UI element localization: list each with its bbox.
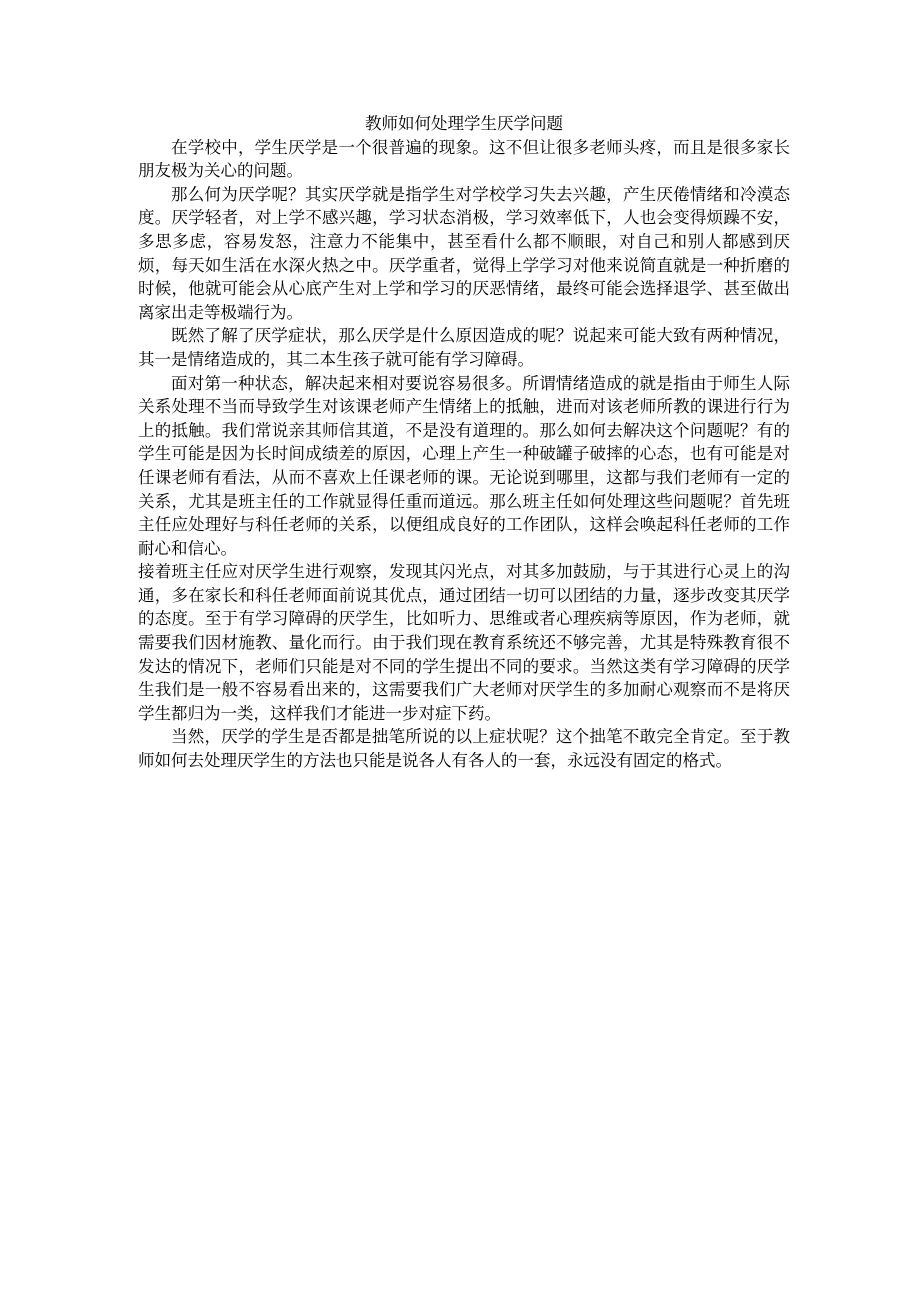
document-title: 教师如何处理学生厌学问题 bbox=[365, 114, 563, 133]
paragraph-emotional-cause: 面对第一种状态，解决起来相对要说容易很多。所谓情绪造成的就是指由于师生人际关系处理不当而导致学生对该课老师产生情绪上的抵触，进而对该老师所教的课进行行为上的抵触。我们常说亲其师信其道，不是没有道理的。那么如何去解决这个问题呢？有的学生可能是因为长时间成绩差的原因，心理上产生一种破罐子破摔的心态，也有可能是对任课老师有看法，从而不喜欢上任课老师的课。无论说到哪里，这都与我们老师有一定的关系，尤其是班主任的工作就显得任重而道远。那么班主任如何处理这些问题呢？首先班主任应处理好与科任老师的关系，以便组成良好的工作团队，这样会唤起科任老师的工作耐心和信心。 bbox=[138, 373, 790, 558]
paragraph-definition: 那么何为厌学呢？其实厌学就是指学生对学校学习失去兴趣，产生厌倦情绪和冷漠态度。厌学轻者，对上学不感兴趣，学习状态消极，学习效率低下，人也会变得烦躁不安，多思多虑，容易发怒，注意力不能集中，甚至看什么都不顺眼，对自己和别人都感到厌烦，每天如生活在水深火热之中。厌学重者，觉得上学学习对他来说简直就是一种折磨的时候，他就可能会从心底产生对上学和学习的厌恶情绪，最终可能会选择退学、甚至做出离家出走等极端行为。 bbox=[138, 184, 790, 322]
paragraph-intro: 在学校中，学生厌学是一个很普遍的现象。这不但让很多老师头疼，而且是很多家长朋友极为关心的问题。 bbox=[138, 137, 790, 181]
paragraph-learning-obstacles: 接着班主任应对厌学生进行观察，发现其闪光点，对其多加鼓励，与于其进行心灵上的沟通，多在家长和科任老师面前说其优点，通过团结一切可以团结的力量，逐步改变其厌学的态度。至于有学习障碍的厌学生，比如听力、思维或者心理疾病等原因，作为老师，就需要我们因材施教、量化而行。由于我们现在教育系统还不够完善，尤其是特殊教育很不发达的情况下，老师们只能是对不同的学生提出不同的要求。当然这类有学习障碍的厌学生我们是一般不容易看出来的，这需要我们广大老师对厌学生的多加耐心观察而不是将厌学生都归为一类，这样我们才能进一步对症下药。 bbox=[138, 562, 790, 723]
paragraph-causes: 既然了解了厌学症状，那么厌学是什么原因造成的呢？说起来可能大致有两种情况，其一是情绪造成的，其二本生孩子就可能有学习障碍。 bbox=[138, 326, 790, 369]
paragraph-conclusion: 当然，厌学的学生是否都是拙笔所说的以上症状呢？这个拙笔不敢完全肯定。至于教师如何去处理厌学生的方法也只能是说各人有各人的一套，永远没有固定的格式。 bbox=[138, 727, 790, 771]
document-body bbox=[138, 112, 790, 773]
